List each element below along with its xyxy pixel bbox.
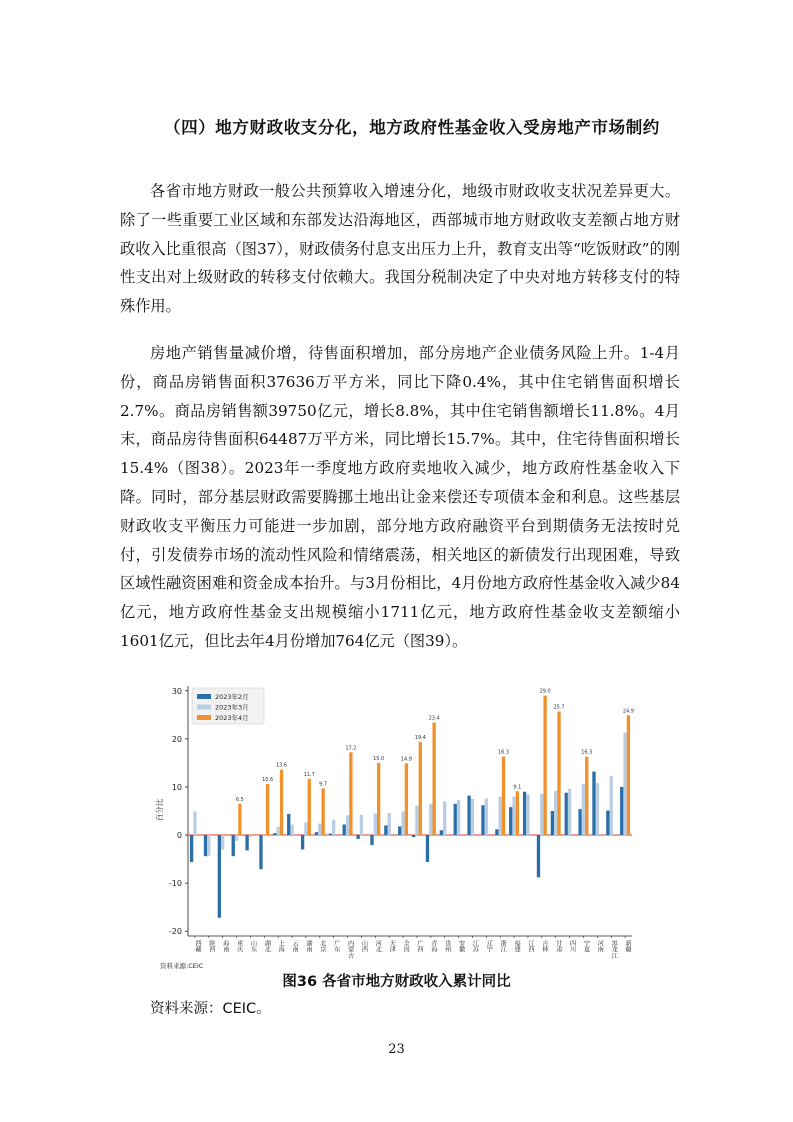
data-label: 16.3 — [497, 749, 510, 756]
bar — [481, 805, 484, 835]
data-label: 10.6 — [262, 777, 274, 784]
bar — [249, 835, 252, 837]
bar — [537, 835, 540, 877]
legend-label: 2023年3月 — [215, 703, 249, 712]
bar — [592, 772, 595, 835]
bar — [398, 826, 401, 835]
bar — [377, 763, 380, 835]
bar — [426, 835, 429, 862]
bar — [232, 835, 235, 856]
x-tick-label: 辽宁 — [485, 940, 493, 953]
bar — [454, 804, 457, 835]
x-tick-label: 河北 — [374, 940, 382, 953]
y-axis-label: 百分比 — [155, 798, 164, 822]
x-tick-label: 吉林 — [540, 940, 548, 953]
bar — [467, 796, 470, 835]
legend-swatch — [197, 715, 211, 720]
x-tick-label: 安徽 — [457, 940, 465, 953]
x-tick-label: 广西 — [415, 940, 423, 953]
data-label: 24.9 — [622, 708, 634, 715]
bar — [620, 787, 623, 835]
chart-svg — [150, 678, 640, 970]
bar — [277, 827, 280, 835]
bar — [412, 835, 415, 837]
data-label: 9.7 — [319, 781, 328, 788]
y-tick-label: 0 — [176, 831, 182, 841]
bar — [509, 807, 512, 835]
x-tick-label: 上海 — [277, 940, 285, 953]
bar — [204, 835, 207, 856]
bar — [321, 788, 324, 835]
bar — [485, 799, 488, 836]
x-tick-label: 重庆 — [235, 940, 243, 953]
x-tick-label: 青海 — [429, 940, 437, 953]
bar — [301, 835, 304, 849]
bar — [578, 809, 581, 835]
x-tick-label: 云南 — [291, 940, 299, 953]
bar — [356, 835, 359, 839]
bar — [318, 824, 321, 836]
x-tick-label: 湖北 — [263, 940, 271, 953]
x-tick-label: 西藏 — [193, 940, 201, 953]
bar — [221, 835, 224, 849]
section-heading: （四）地方财政收支分化，地方政府性基金收入受房地产市场制约 — [164, 118, 660, 137]
x-tick-label: 山西 — [360, 940, 368, 953]
bar — [557, 711, 560, 835]
body-paragraph-1: 各省市地方财政一般公共预算收入增速分化，地级市财政收支状况差异更大。除了一些重要工业区域和东部发达沿海地区，西部城市地方财政收支差额占地方财政收入比重很高（图37），财政债务付息支出压力上升，教育支出等“吃饭财政”的刚性支出对上级财政的转移支付依赖大。我国分税制决定了中央对地方转移支付的特殊作用。 — [120, 182, 680, 316]
bar — [516, 791, 519, 835]
bar — [266, 784, 269, 835]
bar — [287, 814, 290, 835]
x-tick-label: 江苏 — [471, 940, 479, 953]
page-number: 23 — [388, 1042, 405, 1057]
x-tick-label: 黑龙江 — [610, 940, 618, 959]
bar — [440, 830, 443, 835]
bar — [384, 825, 387, 835]
bar — [432, 723, 435, 836]
bar — [582, 784, 585, 835]
bar — [332, 820, 335, 835]
bar — [349, 752, 352, 835]
data-label: 15.0 — [373, 755, 385, 762]
x-tick-label: 山东 — [249, 940, 257, 953]
legend-swatch — [197, 705, 211, 710]
legend-label: 2023年2月 — [215, 693, 249, 701]
bar — [429, 804, 432, 835]
bar — [304, 823, 307, 836]
y-tick-label: 10 — [171, 782, 182, 792]
data-label: 14.9 — [400, 756, 412, 763]
data-label: 13.6 — [275, 762, 288, 769]
data-label: 11.7 — [303, 771, 315, 778]
x-tick-label: 甘肃 — [554, 940, 562, 953]
bar — [585, 757, 588, 835]
data-label: 6.5 — [235, 796, 244, 803]
legend-swatch — [197, 694, 211, 699]
y-tick-label: 20 — [171, 734, 182, 744]
bar — [401, 811, 404, 835]
data-label: 9.1 — [513, 784, 522, 791]
x-tick-label: 全国 — [402, 940, 410, 953]
x-tick-label: 北京 — [318, 940, 326, 953]
bar — [245, 835, 248, 850]
bar — [419, 742, 422, 835]
y-tick-label: -20 — [168, 927, 182, 937]
x-tick-label: 浙江 — [499, 940, 507, 953]
bar — [273, 833, 276, 835]
bar — [235, 835, 238, 841]
x-tick-label: 四川 — [568, 940, 576, 953]
bar — [308, 779, 311, 835]
bar — [315, 832, 318, 835]
bar — [540, 794, 543, 835]
bar — [415, 806, 418, 835]
y-tick-label: -10 — [168, 879, 182, 889]
legend-label: 2023年4月 — [215, 714, 249, 722]
bar — [238, 804, 241, 835]
x-tick-label: 江西 — [526, 940, 534, 953]
x-tick-label: 宁夏 — [582, 940, 590, 953]
x-tick-label: 河南 — [596, 940, 604, 953]
x-tick-label: 陕西 — [207, 940, 215, 953]
y-tick-label: 30 — [171, 686, 182, 696]
bar — [280, 770, 283, 835]
bar — [443, 801, 446, 835]
x-tick-label: 天津 — [388, 940, 396, 953]
bar — [495, 829, 498, 835]
bar — [596, 783, 599, 835]
bar — [346, 815, 349, 835]
data-label: 17.2 — [345, 745, 357, 752]
bar — [543, 696, 546, 835]
bar — [502, 757, 505, 835]
figure-source: 资料来源：CEIC。 — [150, 1001, 271, 1017]
bar — [263, 835, 266, 836]
x-tick-label: 福建 — [513, 940, 521, 953]
bar — [190, 835, 193, 862]
x-tick-label: 海南 — [221, 940, 229, 953]
bar — [523, 792, 526, 835]
bar — [526, 794, 529, 835]
bar — [627, 715, 630, 835]
x-tick-label: 贵州 — [443, 940, 451, 953]
bar — [554, 791, 557, 835]
data-label: 19.4 — [414, 734, 426, 741]
bar — [343, 824, 346, 835]
data-label: 29.0 — [539, 688, 551, 695]
bar — [568, 789, 571, 835]
data-label: 23.4 — [428, 715, 440, 722]
figure-caption: 图36 各省市地方财政收入累计同比 — [282, 974, 511, 990]
bar — [259, 835, 262, 869]
data-label: 25.7 — [553, 704, 565, 711]
bar — [290, 824, 293, 835]
x-tick-label: 湖南 — [304, 940, 312, 953]
bar — [388, 813, 391, 835]
bar — [512, 797, 515, 835]
bar — [374, 813, 377, 835]
bar — [610, 776, 613, 835]
bar — [623, 733, 626, 835]
bar — [551, 811, 554, 835]
bar — [499, 797, 502, 835]
bar — [471, 799, 474, 835]
bar — [405, 763, 408, 835]
bar — [606, 811, 609, 836]
x-tick-label: 广东 — [332, 940, 340, 953]
bar — [457, 800, 460, 835]
x-tick-label: 内蒙古 — [346, 940, 354, 959]
bar — [370, 835, 373, 845]
bar-chart — [150, 678, 640, 970]
x-tick-label: 新疆 — [624, 940, 632, 953]
bar — [218, 835, 221, 918]
bar — [565, 793, 568, 835]
bar — [329, 834, 332, 835]
chart-source-note: 资料来源:CEIC — [160, 962, 204, 970]
bar — [193, 811, 196, 835]
bar — [360, 815, 363, 835]
data-label: 16.3 — [581, 749, 593, 756]
bar — [207, 835, 210, 856]
body-paragraph-2: 房地产销售量减价增，待售面积增加，部分房地产企业债务风险上升。1-4月份，商品房销售面积37636万平方米，同比下降0.4%，其中住宅销售面积增长2.7%。商品房销售额39750亿元，增长8.8%，其中住宅销售额增长11.8%。4月末，商品房待售面积64487万平方米，同比增长15.7%。其中，住宅待售面积增长15.4%（图38）。2023年一季度地方政府卖地收入减少，地方政府性基金收入下降。同时，部分基层财政需要腾挪土地出让金来偿还专项债本金和利息。这些基层财政收支平衡压力可能进一步加剧，部分地方政府融资平台到期债务无法按时兑付，引发债券市场的流动性风险和情绪震荡，相关地区的新债发行出现困难，导致区域性融资困难和资金成本抬升。与3月份相比，4月份地方政府性基金收入减少84亿元，地方政府性基金支出规模缩小1711亿元，地方政府性基金收支差额缩小1601亿元，但比去年4月份增加764亿元（图39）。 — [120, 344, 680, 650]
